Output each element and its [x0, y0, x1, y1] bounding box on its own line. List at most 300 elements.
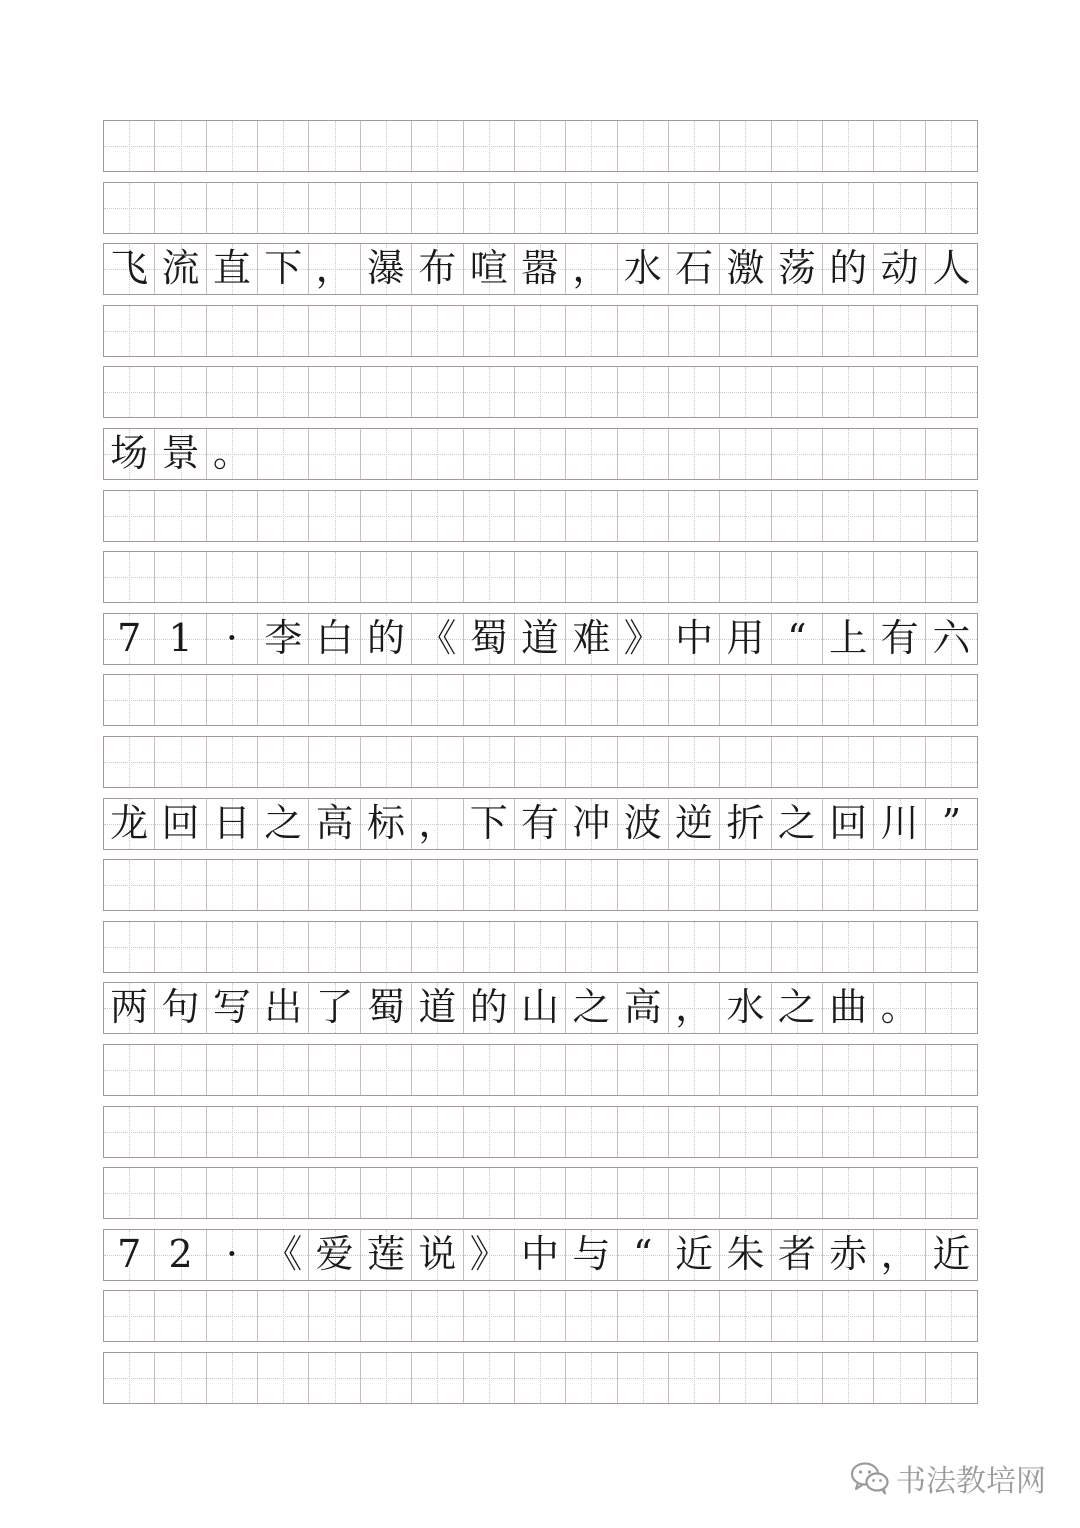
- grid-cell: [464, 121, 515, 171]
- grid-cell: [823, 552, 874, 602]
- grid-cell: [464, 860, 515, 910]
- grid-cell: [720, 922, 771, 972]
- row-cells: [104, 1168, 977, 1218]
- grid-cell: [618, 1168, 669, 1218]
- grid-cell: [155, 614, 206, 664]
- grid-cell: [361, 1168, 412, 1218]
- grid-cell: [412, 675, 463, 725]
- grid-cell: [669, 922, 720, 972]
- blank-row: [103, 182, 978, 234]
- character: 》: [623, 615, 662, 660]
- grid-cell: [566, 1230, 617, 1280]
- grid-cell: [515, 799, 566, 849]
- grid-cell: [926, 675, 977, 725]
- grid-cell: [309, 614, 360, 664]
- character: 回: [829, 800, 868, 845]
- grid-cell: [515, 1168, 566, 1218]
- grid-cell: [464, 306, 515, 356]
- grid-cell: [823, 1045, 874, 1095]
- grid-cell: [720, 1045, 771, 1095]
- grid-cell: [823, 1230, 874, 1280]
- character: 。: [880, 985, 919, 1030]
- character: 有: [521, 800, 560, 845]
- grid-cell: [669, 737, 720, 787]
- grid-cell: [823, 1291, 874, 1341]
- grid-cell: [104, 1353, 155, 1403]
- text-row: [103, 243, 978, 295]
- grid-cell: [207, 799, 258, 849]
- character: 瀑: [366, 246, 405, 291]
- grid-cell: [361, 737, 412, 787]
- grid-cell: [258, 367, 309, 417]
- character: “: [787, 615, 807, 660]
- grid-cell: [669, 1168, 720, 1218]
- grid-cell: [720, 121, 771, 171]
- grid-cell: [464, 491, 515, 541]
- grid-cell: [515, 1291, 566, 1341]
- grid-cell: [464, 1353, 515, 1403]
- grid-cell: [104, 1168, 155, 1218]
- grid-cell: [104, 737, 155, 787]
- grid-cell: [104, 983, 155, 1033]
- blank-row: [103, 921, 978, 973]
- character: ，: [880, 1231, 919, 1276]
- grid-cell: [926, 922, 977, 972]
- character: 了: [315, 985, 354, 1030]
- grid-cell: [155, 183, 206, 233]
- blank-row: [103, 859, 978, 911]
- character: 朱: [726, 1231, 765, 1276]
- character: 之: [777, 800, 816, 845]
- character: ，: [315, 246, 354, 291]
- grid-cell: [207, 737, 258, 787]
- grid-cell: [618, 429, 669, 479]
- character: 《: [264, 1231, 303, 1276]
- grid-cell: [412, 552, 463, 602]
- grid-cell: [874, 121, 925, 171]
- character: 道: [418, 985, 457, 1030]
- blank-row: [103, 490, 978, 542]
- grid-cell: [618, 367, 669, 417]
- grid-cell: [566, 983, 617, 1033]
- grid-cell: [309, 737, 360, 787]
- grid-cell: [155, 983, 206, 1033]
- grid-cell: [618, 552, 669, 602]
- grid-cell: [823, 429, 874, 479]
- grid-cell: [104, 121, 155, 171]
- blank-row: [103, 305, 978, 357]
- grid-cell: [207, 1353, 258, 1403]
- grid-cell: [720, 860, 771, 910]
- grid-cell: [874, 367, 925, 417]
- grid-cell: [618, 1291, 669, 1341]
- grid-cell: [772, 737, 823, 787]
- grid-cell: [412, 367, 463, 417]
- grid-cell: [207, 860, 258, 910]
- grid-cell: [515, 1230, 566, 1280]
- grid-cell: [720, 1353, 771, 1403]
- grid-cell: [720, 183, 771, 233]
- grid-cell: [258, 306, 309, 356]
- grid-cell: [823, 1107, 874, 1157]
- character: 之: [572, 985, 611, 1030]
- grid-cell: [566, 1168, 617, 1218]
- character: 有: [880, 615, 919, 660]
- grid-cell: [515, 491, 566, 541]
- grid-cell: [566, 922, 617, 972]
- text-row: [103, 428, 978, 480]
- grid-cell: [361, 491, 412, 541]
- grid-cell: [874, 675, 925, 725]
- grid-cell: [207, 1230, 258, 1280]
- grid-cell: [772, 1291, 823, 1341]
- grid-cell: [618, 675, 669, 725]
- blank-row: [103, 674, 978, 726]
- grid-cell: [823, 121, 874, 171]
- grid-cell: [412, 306, 463, 356]
- character: 两: [110, 985, 149, 1030]
- grid-cell: [618, 1107, 669, 1157]
- grid-cell: [566, 737, 617, 787]
- grid-cell: [772, 675, 823, 725]
- character: 激: [726, 246, 765, 291]
- grid-cell: [258, 614, 309, 664]
- character: 波: [623, 800, 662, 845]
- blank-row: [103, 1106, 978, 1158]
- grid-cell: [207, 1291, 258, 1341]
- grid-cell: [720, 675, 771, 725]
- grid-cell: [361, 306, 412, 356]
- character: 。: [212, 431, 251, 475]
- grid-cell: [104, 491, 155, 541]
- grid-cell: [207, 922, 258, 972]
- grid-cell: [207, 1045, 258, 1095]
- character: 飞: [110, 246, 149, 291]
- grid-cell: [309, 860, 360, 910]
- character: 句: [161, 985, 200, 1030]
- row-cells: [104, 1107, 977, 1157]
- grid-cell: [823, 737, 874, 787]
- character: 高: [623, 985, 662, 1030]
- grid-cell: [361, 367, 412, 417]
- character: 场: [110, 431, 149, 475]
- grid-cell: [464, 429, 515, 479]
- grid-cell: [566, 675, 617, 725]
- grid-cell: [566, 614, 617, 664]
- grid-cell: [412, 922, 463, 972]
- character: 者: [777, 1231, 816, 1276]
- grid-cell: [926, 1291, 977, 1341]
- grid-cell: [669, 983, 720, 1033]
- grid-cell: [515, 1107, 566, 1157]
- grid-cell: [823, 183, 874, 233]
- grid-cell: [155, 1230, 206, 1280]
- grid-cell: [772, 1107, 823, 1157]
- grid-cell: [309, 799, 360, 849]
- grid-cell: [412, 1291, 463, 1341]
- grid-cell: [515, 614, 566, 664]
- grid-cell: [720, 1168, 771, 1218]
- character: 山: [521, 985, 560, 1030]
- grid-cell: [874, 922, 925, 972]
- grid-cell: [823, 244, 874, 294]
- grid-cell: [258, 491, 309, 541]
- character: 《: [418, 615, 457, 660]
- grid-cell: [361, 552, 412, 602]
- grid-cell: [669, 491, 720, 541]
- grid-cell: [361, 675, 412, 725]
- grid-cell: [412, 737, 463, 787]
- grid-cell: [464, 1045, 515, 1095]
- grid-cell: [464, 922, 515, 972]
- character: 荡: [777, 246, 816, 291]
- character: 逆: [675, 800, 714, 845]
- grid-cell: [104, 552, 155, 602]
- character: 流: [161, 246, 200, 291]
- character: 景: [161, 431, 200, 475]
- grid-cell: [926, 183, 977, 233]
- grid-cell: [772, 429, 823, 479]
- grid-cell: [309, 1168, 360, 1218]
- blank-row: [103, 736, 978, 788]
- grid-cell: [104, 614, 155, 664]
- grid-cell: [926, 552, 977, 602]
- grid-cell: [258, 1045, 309, 1095]
- character: 水: [726, 985, 765, 1030]
- character: 之: [777, 985, 816, 1030]
- grid-cell: [515, 367, 566, 417]
- row-cells: [104, 121, 977, 171]
- blank-row: [103, 1167, 978, 1219]
- grid-cell: [155, 675, 206, 725]
- grid-cell: [104, 860, 155, 910]
- grid-cell: [874, 1107, 925, 1157]
- grid-cell: [566, 306, 617, 356]
- grid-cell: [772, 983, 823, 1033]
- grid-cell: [258, 922, 309, 972]
- character: “: [633, 1231, 653, 1276]
- grid-cell: [926, 614, 977, 664]
- grid-cell: [361, 429, 412, 479]
- grid-cell: [104, 1045, 155, 1095]
- grid-cell: [515, 1045, 566, 1095]
- character: 标: [366, 800, 405, 845]
- grid-cell: [720, 552, 771, 602]
- grid-cell: [669, 799, 720, 849]
- grid-cell: [720, 306, 771, 356]
- grid-cell: [772, 491, 823, 541]
- grid-cell: [464, 614, 515, 664]
- grid-cell: [258, 860, 309, 910]
- character: 中: [521, 1231, 560, 1276]
- grid-cell: [361, 614, 412, 664]
- character: ，: [418, 800, 457, 845]
- grid-cell: [104, 367, 155, 417]
- grid-cell: [566, 1045, 617, 1095]
- blank-row: [103, 1352, 978, 1404]
- grid-cell: [207, 491, 258, 541]
- character: 赤: [829, 1231, 868, 1276]
- grid-cell: [874, 983, 925, 1033]
- character: 近: [932, 1231, 971, 1276]
- grid-cell: [618, 491, 669, 541]
- grid-cell: [309, 983, 360, 1033]
- grid-cell: [566, 491, 617, 541]
- grid-cell: [515, 737, 566, 787]
- grid-cell: [104, 183, 155, 233]
- grid-cell: [926, 429, 977, 479]
- grid-cell: [309, 552, 360, 602]
- grid-cell: [874, 1291, 925, 1341]
- character: 写: [212, 985, 251, 1030]
- grid-cell: [618, 737, 669, 787]
- grid-cell: [258, 983, 309, 1033]
- row-cells: [104, 675, 977, 725]
- grid-cell: [309, 429, 360, 479]
- grid-cell: [207, 306, 258, 356]
- grid-cell: [515, 244, 566, 294]
- text-row: [103, 613, 978, 665]
- grid-cell: [772, 244, 823, 294]
- character: 之: [264, 800, 303, 845]
- grid-cell: [155, 1045, 206, 1095]
- grid-cell: [464, 1168, 515, 1218]
- grid-cell: [669, 675, 720, 725]
- watermark: [850, 1456, 1046, 1500]
- watermark-text: 书法教培网: [896, 1464, 1046, 1499]
- grid-cell: [258, 737, 309, 787]
- grid-cell: [874, 1168, 925, 1218]
- character: ，: [572, 246, 611, 291]
- character: 7: [117, 1231, 142, 1276]
- grid-cell: [720, 244, 771, 294]
- character: 蜀: [469, 615, 508, 660]
- grid-cell: [926, 491, 977, 541]
- text-row: [103, 798, 978, 850]
- grid-cell: [464, 244, 515, 294]
- grid-cell: [155, 922, 206, 972]
- blank-row: [103, 1290, 978, 1342]
- character: 日: [212, 800, 251, 845]
- grid-cell: [464, 1107, 515, 1157]
- grid-cell: [155, 1353, 206, 1403]
- grid-cell: [874, 552, 925, 602]
- grid-cell: [823, 306, 874, 356]
- grid-cell: [361, 1107, 412, 1157]
- grid-cell: [772, 922, 823, 972]
- character: 六: [932, 615, 971, 660]
- grid-cell: [309, 675, 360, 725]
- grid-cell: [309, 1107, 360, 1157]
- grid-cell: [669, 306, 720, 356]
- grid-cell: [874, 306, 925, 356]
- character: 出: [264, 985, 303, 1030]
- grid-cell: [464, 799, 515, 849]
- grid-cell: [515, 429, 566, 479]
- grid-cell: [618, 922, 669, 972]
- grid-cell: [258, 1107, 309, 1157]
- grid-cell: [361, 1045, 412, 1095]
- grid-cell: [772, 799, 823, 849]
- character: ·: [225, 615, 238, 660]
- blank-row: [103, 366, 978, 418]
- character: 龙: [110, 800, 149, 845]
- grid-cell: [772, 1353, 823, 1403]
- grid-cell: [669, 367, 720, 417]
- grid-cell: [207, 244, 258, 294]
- character: ·: [225, 1231, 238, 1276]
- character: 冲: [572, 800, 611, 845]
- grid-cell: [361, 183, 412, 233]
- grid-cell: [669, 429, 720, 479]
- row-cells: [104, 1353, 977, 1403]
- grid-cell: [104, 1230, 155, 1280]
- grid-cell: [258, 1353, 309, 1403]
- grid-cell: [720, 491, 771, 541]
- grid-cell: [566, 860, 617, 910]
- character: 石: [675, 246, 714, 291]
- row-cells: [104, 1291, 977, 1341]
- grid-cell: [412, 1230, 463, 1280]
- grid-cell: [207, 183, 258, 233]
- grid-cell: [823, 675, 874, 725]
- grid-cell: [669, 1230, 720, 1280]
- character: 与: [572, 1231, 611, 1276]
- character: 川: [880, 800, 919, 845]
- grid-cell: [926, 367, 977, 417]
- grid-cell: [566, 1107, 617, 1157]
- grid-cell: [464, 983, 515, 1033]
- grid-cell: [309, 306, 360, 356]
- grid-cell: [874, 1045, 925, 1095]
- character: 人: [932, 246, 971, 291]
- row-cells: [104, 860, 977, 910]
- grid-cell: [618, 614, 669, 664]
- grid-cell: [720, 983, 771, 1033]
- grid-cell: [823, 614, 874, 664]
- grid-cell: [207, 1107, 258, 1157]
- grid-cell: [258, 429, 309, 479]
- grid-cell: [155, 799, 206, 849]
- grid-cell: [772, 183, 823, 233]
- character: 的: [469, 985, 508, 1030]
- grid-cell: [464, 367, 515, 417]
- grid-cell: [207, 429, 258, 479]
- grid-cell: [155, 306, 206, 356]
- character: 下: [469, 800, 508, 845]
- grid-cell: [309, 183, 360, 233]
- grid-cell: [669, 183, 720, 233]
- grid-cell: [309, 1045, 360, 1095]
- row-cells: [104, 244, 977, 294]
- character: ，: [675, 985, 714, 1030]
- grid-cell: [361, 1353, 412, 1403]
- grid-cell: [412, 983, 463, 1033]
- grid-cell: [566, 1291, 617, 1341]
- grid-cell: [720, 1291, 771, 1341]
- grid-cell: [412, 429, 463, 479]
- grid-cell: [874, 1353, 925, 1403]
- grid-cell: [566, 183, 617, 233]
- character: 莲: [366, 1231, 405, 1276]
- grid-cell: [515, 1353, 566, 1403]
- blank-row: [103, 551, 978, 603]
- grid-cell: [464, 183, 515, 233]
- grid-cell: [515, 306, 566, 356]
- grid-cell: [412, 121, 463, 171]
- grid-cell: [412, 860, 463, 910]
- character: 1: [168, 615, 193, 660]
